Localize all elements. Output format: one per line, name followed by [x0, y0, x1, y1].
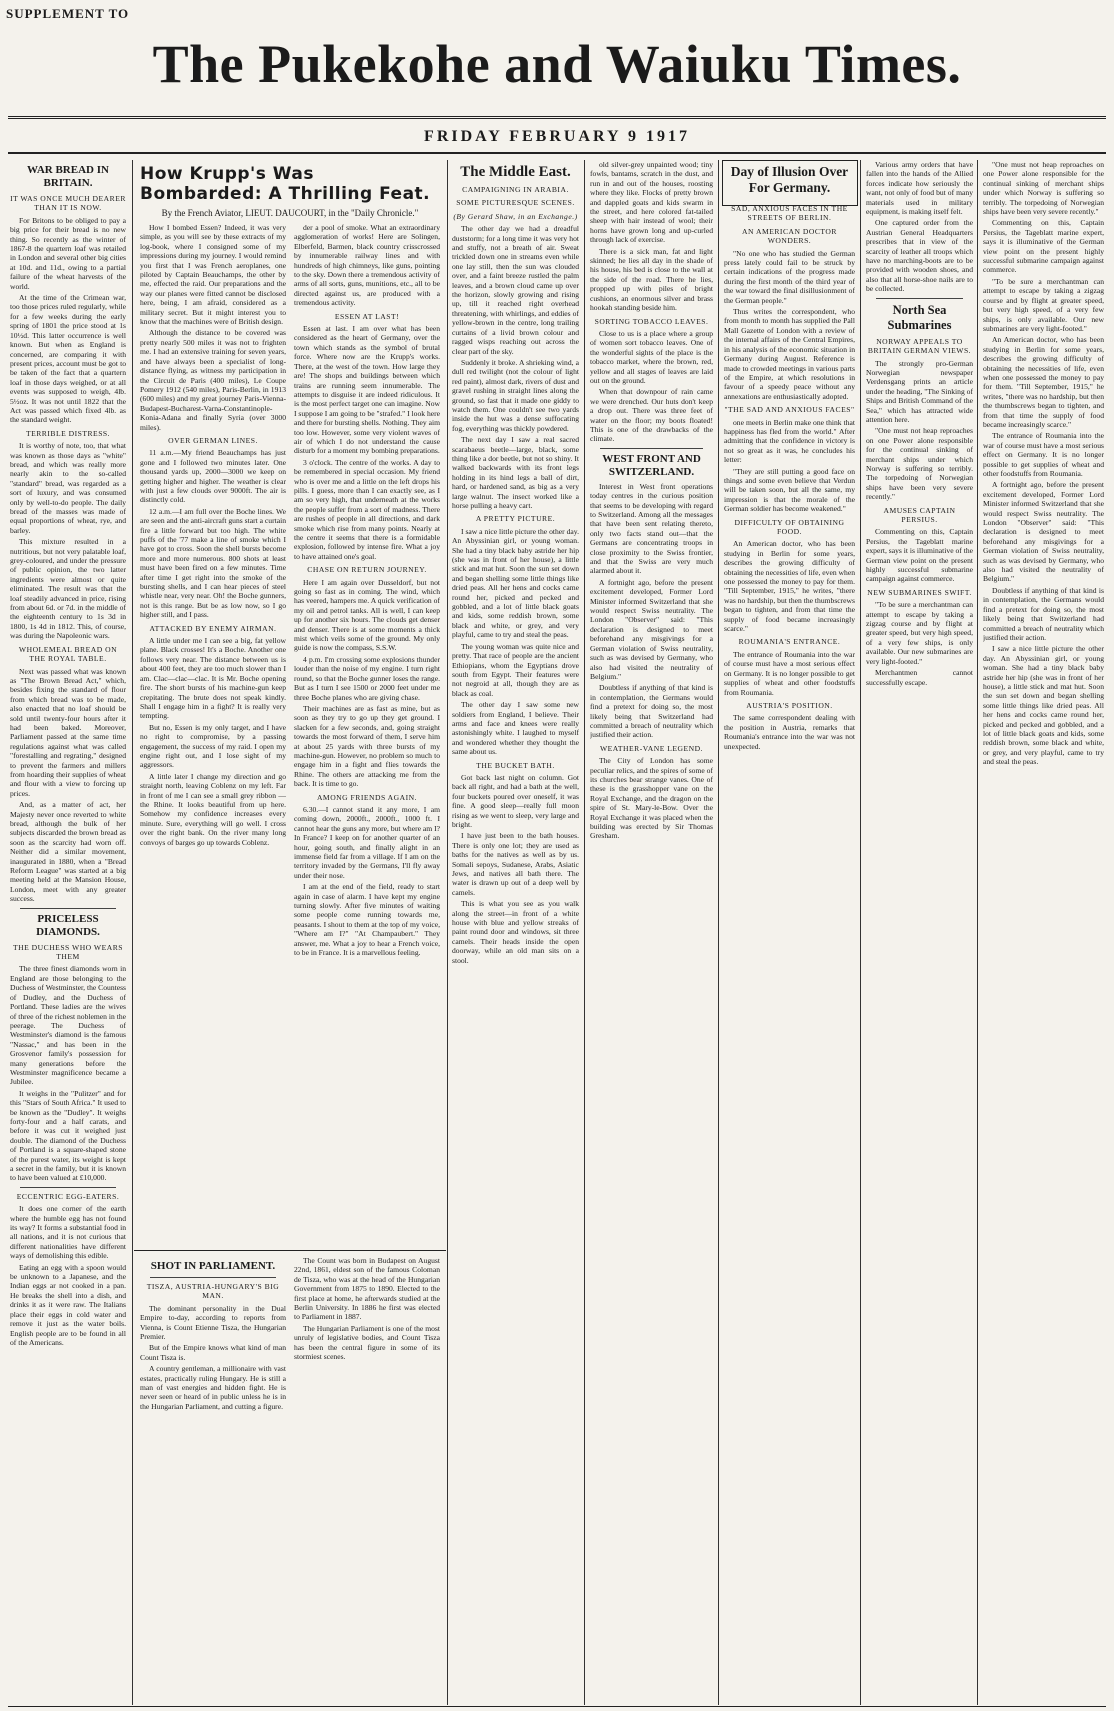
- article-day-of-illusion: [724, 160, 855, 1705]
- paragraph: Commenting on this, Captain Persius, the Tageblatt marine expert, says it is illuminative of the German view point on the present highly successful submarine campaign against commerce.: [983, 218, 1104, 275]
- subhead-enemy-airman: ATTACKED BY ENEMY AIRMAN.: [149, 623, 277, 633]
- column-separator: [860, 160, 861, 1705]
- paragraph: The young woman was quite nice and pretty. That race of people are the ancient Ethiopians, whom the Egyptians drove south from Egypt. Their features were not negroid at all, though they are as black as coal.: [452, 641, 579, 698]
- headline-priceless-diamonds: PRICELESS DIAMONDS.: [36, 912, 100, 938]
- krupp-left-column: [140, 223, 286, 959]
- dateline: FRIDAY FEBRUARY 9 1917: [424, 128, 690, 145]
- paragraph: And, as a matter of act, her Majesty never once reverted to white bread, although the bulk of her subjects discarded the brown bread as soon as the scarcity had worn off. Neither did a similar movement, inaugurated in 1880, when a "Bread Reform League" was started at a big meeting held at the Mansion House, London, meet with any greater success.: [10, 800, 126, 904]
- column-separator: [977, 160, 978, 1705]
- subhead-wholemeal-bread: WHOLEMEAL BREAD ON THE ROYAL TABLE.: [18, 644, 118, 664]
- article-shot-in-parliament: [140, 1256, 440, 1706]
- paragraph: Essen at last. I am over what has been considered as the heart of Germany, over the town which stands as the symbol of brutal force. Where now are the Krupp's works. There, at the west of the town. How large they are! The shops and buildings between which trains are running seem innumerable. The attempts to disguise it are indeed ridiculous. It is the most perfect target one can imagine. Now I suppose I am going to be "strafed." I look here and there for bursting shells. Nothing. They aim too low. However, some very violent waves of air of which I do not understand the cause disturb for a moment my bombing preparations.: [294, 324, 440, 456]
- paragraph: 12 a.m.—I am full over the Boche lines. We are seen and the anti-aircraft guns start a curtain fire a little forward but too high. The white puffs of the '77 make a line of smoke which I have got to cross. Soon the shell bursts become more and more numerous. 800 shots at least must have been fired on a few minutes. Time after time I get right into the smoke of the bursting shells, and I can hear pieces of steel whistle near, very near. Oh! the Boche gunners, not is this range. But be as low now, so I go higher still, and I pass.: [140, 506, 286, 620]
- subhead-egg-eaters: ECCENTRIC EGG-EATERS.: [16, 1191, 120, 1201]
- paragraph: one meets in Berlin make one think that happiness has fled from the world." After admitting that the confidence in victory is not so great as it was, he concludes his letter:: [724, 417, 855, 465]
- deck-norway: NORWAY APPEALS TO BRITAIN GERMAN VIEWS.: [867, 336, 972, 356]
- paragraph: But no, Essen is my only target, and I have no right to compromise, by a passing engagement, the success of my raid. I open my engine right out, and I lose sight of my aggressors.: [140, 722, 286, 770]
- subhead-pretty-picture: A PRETTY PICTURE.: [475, 514, 556, 524]
- paragraph: The next day I saw a real sacred scarabaeus beetle—large, black, some thing like a dor beetle, but not so shiny. It walked backwards with its front legs holding in its hind legs a ball of dirt, hard, or hardened sand, as big as a very large walnut. The insect worked like a horse pulling a heavy cart.: [452, 435, 579, 510]
- paragraph: This mixture resulted in a nutritious, but not very palatable loaf, grey-coloured, and under the pressure of public opinion, the two latter ingredients were almost or quite eliminated. The result was that the loaf steadily advanced in price, rising from about 6d. or 7d. in the middle of the eighteenth century to 1s 3d in 1800, 1s 4d in 1812. This, of course, was during the Napoleonic wars.: [10, 537, 126, 641]
- subhead-essen-at-last: ESSEN AT LAST!: [334, 311, 400, 321]
- paragraph: Doubtless if anything of that kind is in contemplation, the Germans would find a pretext for doing so, the most likely being that Switzerland had committed a breach of neutrality which justified their action.: [983, 585, 1104, 642]
- divider: [150, 1277, 276, 1278]
- article-krupp: [140, 160, 440, 1260]
- krupp-right-column: [294, 223, 440, 959]
- deck-duchess: THE DUCHESS WHO WEARS THEM: [13, 942, 123, 962]
- paragraph: "One must not heap reproaches on one Power alone responsible for the continual sinking of merchant ships under which Norway is suffering so terribly. The torpedoing of Norwegian ships have been very severe recently.": [983, 160, 1104, 217]
- subhead-sad-anxious-faces: "THE SAD AND ANXIOUS FACES": [724, 405, 855, 415]
- paragraph: An American doctor, who has been studying in Berlin for some years, describes the growing difficulty of obtaining the necessities of life, even when one possessed the money to pay for them. "Till September, 1915," he writes, "there was no hardship, but then the thumbscrews began to tighten, and from that time the supply of food became increasingly scarce.": [983, 335, 1104, 429]
- paragraph: One captured order from the Austrian General Headquarters prescribes that in view of the scarcity of leather all troops which have no marching-boots are to be provided with wooden shoes, and also that all horse-shoe nails are to be collected.: [866, 218, 973, 294]
- paragraph: 6.30.—I cannot stand it any more, I am coming down, 2000ft., 2000ft., 1000 ft. I cannot hear the guns any more, but where am I? In France? I keep on for another quarter of an hour, going south, and finally alight in an immense field far from a village. If I am on the territory invaded by the Germans, I'll fly away under their nose.: [294, 804, 440, 880]
- paragraph: When that downpour of rain came we were drenched. Our huts don't keep a drop out. There was three feet of water on the floor; my boots floated! This is one of the drawbacks of the climate.: [590, 387, 713, 444]
- paragraph: Here I am again over Dusseldorf, but not going so fast as in coming. The wind, which has veered, hampers me. A quick verification of my oil and petrol tanks. All is well, I can keep up for another six hours. The clouds get denser and denser. There is at some moments a thick mist which veils some of the ground. My only guide is now the compass, S.S.W.: [294, 577, 440, 653]
- paragraph: Suddenly it broke. A shrieking wind, a dull red twilight (not the colour of light red paint), almost dark, rivers of dust and gravel rushing in straight lines along the ground, so fast that it made one giddy to watch them. One couldn't see two yards inside the hut was a dense suffocating fog, everything was thickly powdered.: [452, 357, 579, 433]
- paragraph: The entrance of Roumania into the war of course must have a most serious effect on Germany. It is no longer possible to get supplies of wheat and other foodstuffs from Roumania.: [983, 431, 1104, 478]
- divider: [600, 448, 703, 449]
- newspaper-masthead: The Pukekohe and Waiuku Times.: [152, 34, 962, 94]
- paragraph: An American doctor, who has been studying in Berlin for some years, describes the growing difficulty of obtaining the necessities of life, even when one possessed the money to pay for them. "Till September, 1915," he writes, "there was no hardship, but then the thumbscrews began to tighten, and from that time the supply of food became increasingly scarce.": [724, 539, 855, 634]
- subhead-austria: AUSTRIA'S POSITION.: [746, 700, 833, 710]
- column-separator: [132, 160, 133, 1705]
- subhead-bucket-bath: THE BUCKET BATH.: [476, 760, 555, 770]
- dateline-rule: [8, 152, 1106, 154]
- paragraph: The other day we had a dreadful duststorm; for a long time it was very hot and stuffy, not a breath of air. Sweat trickled down one in streams even while one lay still, then the sun was clouded over, and a faint breeze rustled the palm leaves, and a brown cloud came up over the horizon, slowly growing and rising up, till it reached right overhead threatening, with whirlings, and eddies of yellow-brown in the centre, long trailing curtains of a livid brown colour and ragged wisps reaching out across the clear part of the sky.: [452, 224, 579, 356]
- paragraph: The same correspondent dealing with the position in Austria, remarks that Roumania's entrance into the war was not unexpected.: [724, 713, 855, 751]
- paragraph: 4 p.m. I'm crossing some explosions thunder louder than the noise of my engine. I turn right round, so that the Boche gunner loses the range. But as I turn I see 1500 or 2000 feet under me three Boche planes who are giving chase.: [294, 654, 440, 702]
- paragraph: The dominant personality in the Dual Empire to-day, according to reports from Vienna, is Count Etienne Tisza, the Hungarian Premier.: [140, 1303, 286, 1342]
- subhead-weather-vane: WEATHER-VANE LEGEND.: [599, 743, 704, 753]
- deck-arabia: CAMPAIGNING IN ARABIA.: [462, 185, 569, 194]
- paragraph: Their machines are as fast as mine, but as soon as they try to go up they get ground. I slacken for a few seconds, and, going straight towards the most forward of them, I serve him at about 25 yards with three bursts of my machine-gun. However, no problem so much to engage him in a fight and flies towards the Rhine. The others are attacking me from the back. It is time to go.: [294, 703, 440, 789]
- paragraph: Commenting on this, Captain Persius, the Tageblatt marine expert, says it is illuminative of the German view point on the present highly successful submarine campaign against commerce.: [866, 527, 973, 584]
- paragraph: This is what you see as you walk along the street—in front of a white house with blue and yellow streaks of paint round door and windows, sit three camels. Their heads inside the open doorway, while an old man sits on a stool.: [452, 899, 579, 965]
- paragraph: The Count was born in Budapest on August 22nd, 1861, eldest son of the famous Coloman de Tisza, who was at the head of the Hungarian Government from 1875 to 1890. Elected to the first place at home, he afterwards studied at the Berlin University. In 1886 he first was elected to Parliament in 1887.: [294, 1256, 440, 1322]
- page-bottom-rule: [8, 1706, 1106, 1707]
- subhead-obtaining-food: DIFFICULTY OF OBTAINING FOOD.: [734, 517, 845, 536]
- subhead-terrible-distress: TERRIBLE DISTRESS.: [25, 428, 111, 438]
- headline-north-sea-submarines: North Sea Submarines: [887, 302, 952, 332]
- deck-tisza: TISZA, AUSTRIA-HUNGARY'S BIG MAN.: [146, 1282, 280, 1301]
- paragraph: "To be sure a merchantman can attempt to escape by taking a zigzag course and by flight at greater speed, but very high speed, of a very few ships, is only available. Our new submarines are very light-footed.": [866, 600, 973, 666]
- column-west-front: [590, 160, 713, 1705]
- headline-middle-east: The Middle East.: [460, 164, 571, 180]
- paragraph: I have just been to the bath houses. There is only one lot; they are used as baths for the natives as well as by us. Somali sepoys, Sudanese, Arabs, Asiatic Jews, and natives all bath there. The water is drawn up out of a deep well by camels.: [452, 831, 579, 897]
- paragraph: Doubtless if anything of that kind is in contemplation, the Germans would find a pretext for doing so, the most likely being that Switzerland had committed a breach of neutrality which justified their action.: [590, 683, 713, 740]
- paragraph: At the time of the Crimean war, too those prices ruled regularly, while for a few weeks during the early spring of 1801 the price stood at 1s 10½d. This latter occurrence is well known. But when as England is concerned, are comparing it with present prices, account must be got to be taken of the fact that a quartern loaf in those days weighed, or at all events was supposed to weigh, 4lb. 5½oz. It was not until 1822 that the Act was passed which fixed 4lb. as the standard weight.: [10, 293, 126, 425]
- paragraph: I saw a nice little picture the other day. An Abyssinian girl, or young woman. She had a tiny black baby astride her hip (she was in front of her house), a little stick and mat hut. Soon the sun set down and began shelling some little things like dried peas. All her hens and cocks came round her, picked and pecked and gobbled, and a lot of little black goats and kids, some reddish brown, some black and white, or grey, and very playful, came to try and steal the peas.: [452, 526, 579, 640]
- divider: [876, 298, 963, 299]
- paragraph: Interest in West front operations today centres in the curious position that seems to be developing with regard to Switzerland. Among all the messages that have been sent relating thereto, only two facts stand out—that the Germans are concentrating troops in close proximity to the Swiss frontier, and that the Swiss are very much alarmed about it.: [590, 481, 713, 576]
- byline-daucourt: By the French Aviator, LIEUT. DAUCOURT, in the "Daily Chronicle.": [161, 208, 419, 218]
- paragraph: A little under me I can see a big, fat yellow plane. Black crosses! It's a Boche. Another one follows very near. The distance between us is about 400 feet, they are too much slower than I am. Clac—clac—clac. It is Mr. Boche opening fire. The short bursts of his machine-gun keep crepitating. The brute does not speak kindly. Shall I engage him in a fight? It is really very tempting.: [140, 636, 286, 721]
- paragraph: How I bombed Essen? Indeed, it was very simple, as you will see by these extracts of my log-book, where I consigned some of my impressions during my journey. I would remind you first that I was French aeroplanes, one piloted by Captain Beauchamps, the other by me, effected the raid. Our preparations and the way our planes were fitted cannot be disclosed here, being, I am afraid, considered as a military secret. But it might interest you to know that the machines were of British design.: [140, 223, 286, 327]
- paragraph: A country gentleman, a millionaire with vast estates, practically ruling Hungary. He is still a man of vast energies and hidden fight. He is never seen or heard of in public unless he is in the Hungarian Parliament, and cutting a figure.: [140, 1364, 286, 1411]
- subhead-over-german-lines: OVER GERMAN LINES.: [168, 435, 258, 445]
- paragraph: A fortnight ago, before the present excitement developed, Former Lord Minister informed Switzerland that she would respect Swiss neutrality. The London "Observer" said: "This declaration is designed to meet beforehand any misgivings for a German violation of Swiss neutrality, such as was devised by Germany, who also had visited the neutrality of Belgium.": [983, 480, 1104, 584]
- subhead-among-friends: AMONG FRIENDS AGAIN.: [316, 792, 418, 802]
- paragraph: I am at the end of the field, ready to start again in case of alarm. I have kept my engine turning slowly. After five minutes of waiting some people come running towards me, peasants. I shout to them at the top of my voice, "Where am I?" "At Champaubert." They answer, me. What a joy to hear a French voice, to be in France. It is a marvellous feeling.: [294, 882, 440, 958]
- deck-war-bread: IT WAS ONCE MUCH DEARER THAN IT IS NOW.: [10, 194, 126, 213]
- paragraph: I saw a nice little picture the other day. An Abyssinian girl, or young woman. She had a tiny black baby astride her hip (she was in front of her house), a little stick and mat hut. Soon the sun set down and began shelling some little things like dried peas. All her hens and cocks came round her, picked and pecked and gobbled, and a lot of little black goats and kids, some reddish brown, some black and white, or grey, and very playful, came to try and steal the peas.: [983, 644, 1104, 767]
- paragraph: Next was passed what was known as "The Brown Bread Act," which, besides fixing the standard of flour from which bread was to be made, also enacted that no loaf should be sold until twenty-four hours after it had been baked. Moreover, Parliament passed at the same time regulations against what was called "forestalling and regrating," designed to prevent the farmers and millers from hoarding their supplies of wheat and flour with a view to forcing up prices.: [10, 666, 126, 798]
- column-separator: [447, 160, 448, 1705]
- paragraph: A fortnight ago, before the present excitement developed, Former Lord Minister informed Switzerland that she would respect Swiss neutrality. The London "Observer" said: "This declaration is designed to meet beforehand any misgivings for a German violation of Swiss neutrality, such as was devised by Germany, who also had visited the neutrality of Belgium.": [590, 577, 713, 681]
- paragraph: Although the distance to be covered was pretty nearly 500 miles it was not to frighten me. I had an extensive training for seven years, and have always been a specialist of long-distance flying, as witness my participation in the Circuit de Paris (400 miles), Le Coupe Pomery 1912 (540 miles), Paris-Berlin, in 1913 (600 miles) and my great journey Paris-Vienna-Budapest-Bucharest-Varna-Constantinople-Konia-Adana and finally Syria (over 3000 miles).: [140, 328, 286, 432]
- paragraph: The entrance of Roumania into the war of course must have a most serious effect on Germany. It is no longer possible to get supplies of wheat and other foodstuffs from Roumania.: [724, 649, 855, 697]
- divider: [20, 1187, 116, 1188]
- paragraph: There is a sick man, fat and light skinned; he lies all day in the shade of his house, his bed is close to the wall at the side of the road. There he lies, propped up with piles of bright cushions, an enormous silver and brass hookah standing beside him.: [590, 246, 713, 313]
- paragraph: The three finest diamonds worn in England are those belonging to the Duchess of Westminster, the Countess of Dudley, and the Duchess of Portland. These ladies are the wives of three of the richest noblemen in the peerage. The Duchess of Westminster's diamond is the famous "Nassac," and has been in the Grosvenor family's possession for many generations before the Westminster magnificence became a Jubilee.: [10, 964, 126, 1087]
- paragraph: Thus writes the correspondent, who from month to month has supplied the Pall Mall Gazette of London with a review of the internal affairs of the Central Empires, in his analysis of the economic situation in Germany during August. Reference is made to crowded meetings in various parts of the Empire, at which resolutions in favour of a speedy peace without any annexations are enthusiastically adopted.: [724, 307, 855, 401]
- paragraph: "To be sure a merchantman can attempt to escape by taking a zigzag course and by flight at greater speed, but very high speed, of a very few ships, is only available. Our new submarines are very light-footed.": [983, 276, 1104, 333]
- masthead-rule: [8, 116, 1106, 119]
- paragraph: Various army orders that have fallen into the hands of the Allied forces indicate how seriously the want, not only of food but of many materials used in military equipment, is making itself felt.: [866, 160, 973, 217]
- headline-day-of-illusion: Day of Illusion Over For Germany.: [730, 164, 849, 195]
- parliament-left-column: [140, 1256, 286, 1413]
- paragraph: A little later I change my direction and go straight north, leaving Coblenz on my left. Far in front of me I can see a small grey ribbon — the Rhine. It looks beautiful from up here. Somehow my confidence increases every minute. Sure, everything will go well. I cross over the right bank. On the river many long convoys of barges go up towards Coblenz.: [140, 771, 286, 847]
- headline-shot-in-parliament: SHOT IN PARLIAMENT.: [150, 1260, 276, 1272]
- paragraph: The Hungarian Parliament is one of the most unruly of legislative bodies, and Count Tisza has been the central figure in some of its stormiest scenes.: [294, 1323, 440, 1362]
- supplement-label: SUPPLEMENT TO: [6, 6, 130, 21]
- headline-war-bread: WAR BREAD IN BRITAIN.: [27, 164, 109, 189]
- paragraph: "They are still putting a good face on things and some even believe that Verdun will be taken soon, but all the same, my impression is that the morale of the German soldier has become weakened.": [724, 466, 855, 514]
- subhead-captain-persius: AMUSES CAPTAIN PERSIUS.: [883, 505, 956, 524]
- article-north-sea-submarines: [866, 160, 973, 1705]
- subhead-chase-return: CHASE ON RETURN JOURNEY.: [307, 565, 427, 575]
- paragraph: 11 a.m.—My friend Beauchamps has just gone and I followed two minutes later. One thousand yards up, 2000—3000 we keep on getting higher and higher. The weather is clear with just a few clouds over 9000ft. The air is distinctly cold.: [140, 448, 286, 505]
- paragraph: It does one corner of the earth where the humble egg has not found its way? It forms a substantial food in all nations, and it is not curious that different nationalities have different ways of demolishing this edible.: [10, 1204, 126, 1261]
- subhead-american-doctor: AN AMERICAN DOCTOR WONDERS.: [742, 226, 837, 246]
- section-rule: [134, 1250, 446, 1251]
- paragraph: "No one who has studied the German press lately could fail to be struck by certain indications of the progress made during the first month of the third year of the war toward the final disillusionment of the German people.": [724, 248, 855, 305]
- column-war-bread: [10, 160, 126, 1705]
- divider: [20, 908, 116, 909]
- paragraph: Got back last night on column. Got back all right, and had a bath at the well, four buckets poured over oneself, it was fine. A good sleep—really full moon rising as we went to sleep, very large and bright.: [452, 772, 579, 829]
- column-separator: [584, 160, 585, 1705]
- deck-berlin: SAD, ANXIOUS FACES IN THE STREETS OF BERLIN.: [731, 204, 848, 223]
- subhead-roumania: ROUMANIA'S ENTRANCE.: [738, 637, 841, 647]
- paragraph: It weighs in the "Pulitzer" and for this "Stars of South Africa." It used to be known as the "Dudley". It weighs forty-four and a half carats, and before it was cut it weighed just double. The diamond of the Duchess of Portland is a square-shaped stone of the purest water, its weight is kept a secret in the family, but it is known to have been valued at £10,000.: [10, 1088, 126, 1183]
- paragraph: But of the Empire knows what kind of man Count Tisza is.: [140, 1343, 286, 1362]
- paragraph: Merchantmen cannot successfully escape.: [866, 668, 973, 687]
- paragraph: Eating an egg with a spoon would be unknown to a Japanese, and the Indian eggs ar not cooked in a pan. He breaks the shell into a dish, and drinks it as it were raw. The Italians place their eggs in cold water and remove it just as the water boils. English people are to be found in all of the Americans.: [10, 1262, 126, 1347]
- subhead-submarines-swift: NEW SUBMARINES SWIFT.: [867, 587, 972, 597]
- headline-krupp: How Krupp's Was Bombarded: A Thrilling Feat.: [140, 164, 431, 204]
- paragraph: The other day I saw some new soldiers from England, I believe. Their arms and face and knees were really astonishingly white. I laughed to myself and wondered whether they thought the same about us.: [452, 700, 579, 757]
- paragraph: der a pool of smoke. What an extraordinary agglomeration of works! Here are Solingen, Elberfeld, Barmen, black country crisscrossed by innumerable railway lines and with hundreds of high chimneys, like guns, pointing to the sky. Down there a tremendous activity of arms of all sorts, guns, munitions, etc., all to be directed against us, are produced with a tremendous activity.: [294, 223, 440, 308]
- paragraph: Close to us is a place where a group of women sort tobacco leaves. One of the wonderful sights of the place is the tobacco market, where the brown, red, yellow and all stages of leaves are laid out on the ground.: [590, 328, 713, 385]
- byline-gerard-shaw: (By Gerard Shaw, in an Exchange.): [453, 211, 578, 221]
- paragraph: It is worthy of note, too, that what was known as those days as "white" bread, and which was really more nearly akin to the so-called "standard" bread, was regarded as a sort of luxury, and was consumed only by well-to-do people. The daily bread of the masses was made of equal proportions of wheat, rye, and barley.: [10, 441, 126, 535]
- paragraph: 3 o'clock. The centre of the works. A day to be remembered in special occasion. My friend who is over me and a little on the left drops his pills. I guess, more than I can exactly see, as I am so very high, that underneath at the works the people suffer from a sort of madness. There are rushes of people in all directions, and dark smoke which rise from many points. Nearly at the centre it seems that there is a formidable explosion, followed by intense fire. What a joy to have attained one's goal.: [294, 457, 440, 561]
- paragraph: old silver-grey unpainted wood; tiny fowls, bantams, scratch in the dust, and run in and out of the houses, roosting where they like. Flocks of pretty brown and dappled goats and kids swarm in the street, and here colored fat-tailed sheep with hair instead of wool; their horns have grown long and up-curled through lack of exercise.: [590, 160, 713, 245]
- subhead-picturesque: SOME PICTURESQUE SCENES.: [456, 198, 575, 208]
- paragraph: "One must not heap reproaches on one Power alone responsible for the continual sinking of merchant ships under which Norway is suffering so terribly. The torpedoing of Norwegian ships have been very severe recently.": [866, 426, 973, 502]
- article-middle-east: [452, 160, 579, 1705]
- subhead-tobacco-leaves: SORTING TOBACCO LEAVES.: [594, 316, 709, 326]
- headline-west-front: WEST FRONT AND SWITZERLAND.: [602, 452, 701, 478]
- column-continuation: [983, 160, 1104, 1705]
- paragraph: For Britons to be obliged to pay a big price for their bread is no new thing. So recently as the winter of 1867-8 the quartern loaf was retailed in London and several other big cities at 10d. and 11d., owing to a partial failure of the wheat harvests of the world.: [10, 215, 126, 291]
- column-separator: [718, 160, 719, 1705]
- parliament-right-column: [294, 1256, 440, 1413]
- paragraph: The City of London has some peculiar relics, and the spires of some of its churches bear strange vanes. One of these is the grasshopper vane on the Royal Exchange, and the dragon on the spire of St. Mary-le-Bow. Over the Royal Exchange it was placed when the building was erected by Sir Thomas Gresham.: [590, 756, 713, 841]
- paragraph: The strongly pro-German Norwegian newspaper Verdensgang prints an article under the heading, "The Sinking of Ships and British Command of the Sea," which has attracted wide attention here.: [866, 358, 973, 424]
